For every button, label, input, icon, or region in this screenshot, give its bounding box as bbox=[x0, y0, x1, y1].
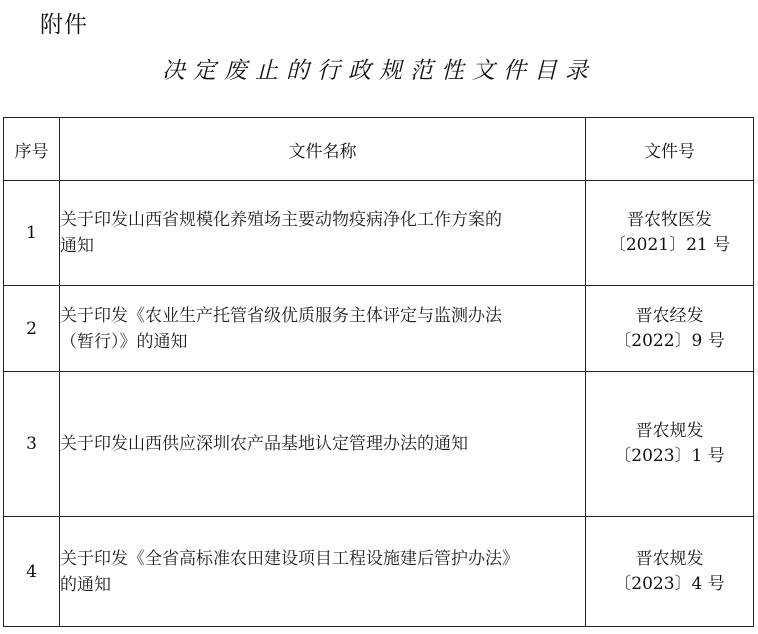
document-name-line: 关于印发山西供应深圳农产品基地认定管理办法的通知 bbox=[60, 434, 468, 454]
table-row bbox=[4, 372, 754, 517]
header-number: 序号 bbox=[4, 118, 60, 181]
row-document-number bbox=[586, 286, 754, 372]
document-number-line: 晋农规发 bbox=[635, 548, 704, 569]
document-number-line: 〔2022〕9 号 bbox=[614, 330, 725, 351]
header-document-number: 文件号 bbox=[586, 118, 754, 181]
document-name-line: 关于印发《农业生产托管省级优质服务主体评定与监测办法 bbox=[60, 305, 502, 326]
row-document-name bbox=[60, 517, 586, 627]
document-name-line: 关于印发《全省高标准农田建设项目工程设施建后管护办法》 bbox=[60, 548, 519, 569]
table-row bbox=[4, 181, 754, 286]
document-number-line: 〔2021〕21 号 bbox=[608, 235, 731, 255]
table-row bbox=[4, 286, 754, 372]
row-document-name bbox=[60, 286, 586, 372]
row-number: 4 bbox=[4, 517, 60, 627]
document-name-line: 关于印发山西省规模化养殖场主要动物疫病净化工作方案的 bbox=[60, 210, 502, 230]
document-name-line: 的通知 bbox=[60, 574, 111, 595]
row-document-number bbox=[586, 372, 754, 517]
document-number-line: 晋农经发 bbox=[635, 305, 704, 326]
row-number: 3 bbox=[4, 372, 60, 517]
row-document-name bbox=[60, 372, 586, 517]
document-number-line: 〔2023〕4 号 bbox=[614, 573, 725, 594]
table-header-row bbox=[4, 118, 754, 181]
attachment-label: 附件 bbox=[40, 12, 88, 38]
document-number-line: 〔2023〕1 号 bbox=[614, 446, 725, 466]
table-row bbox=[4, 517, 754, 627]
document-title: 决定废止的行政规范性文件目录 bbox=[162, 58, 596, 84]
document-catalog-table bbox=[3, 117, 754, 627]
document-number-line: 晋农牧医发 bbox=[627, 210, 712, 230]
document-number-line: 晋农规发 bbox=[635, 421, 704, 441]
document-name-line: 通知 bbox=[60, 236, 94, 256]
row-document-name bbox=[60, 181, 586, 286]
row-document-number bbox=[586, 181, 754, 286]
row-number: 1 bbox=[4, 181, 60, 286]
row-number: 2 bbox=[4, 286, 60, 372]
row-document-number bbox=[586, 517, 754, 627]
header-document-name: 文件名称 bbox=[60, 118, 586, 181]
document-name-line: （暂行）》的通知 bbox=[60, 331, 188, 352]
